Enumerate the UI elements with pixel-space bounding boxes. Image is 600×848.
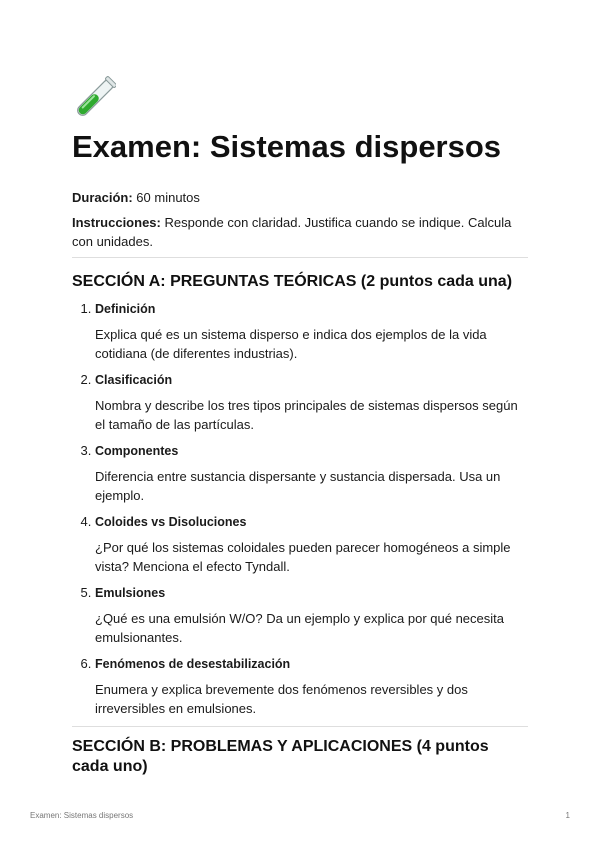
- question-title: 3. Componentes: [95, 444, 179, 458]
- question-body: ¿Por qué los sistemas coloidales pueden parecer homogéneos a simple vista? Menciona el efecto Tyndall.: [95, 540, 511, 574]
- question-body: ¿Qué es una emulsión W/O? Da un ejemplo y explica por qué necesita emulsionantes.: [95, 611, 504, 645]
- question-title: 4. Coloides vs Disoluciones: [95, 515, 247, 529]
- list-item: [95, 513, 528, 576]
- test-tube-icon: [72, 76, 116, 122]
- exam-meta: [72, 188, 528, 251]
- exam-page: [72, 76, 528, 785]
- question-title: 6. Fenómenos de desestabilización: [95, 657, 291, 671]
- instructions-line: [72, 213, 528, 251]
- footer-title: Examen: Sistemas dispersos: [30, 811, 134, 820]
- list-item: [95, 655, 528, 718]
- section-b-title: SECCIÓN B: PROBLEMAS Y APLICACIONES (4 puntos cada uno): [72, 738, 489, 775]
- list-item: [95, 300, 528, 363]
- question-title: 2. Clasificación: [95, 373, 173, 387]
- question-body: Enumera y explica brevemente dos fenómenos reversibles y dos irreversibles en emulsiones.: [95, 682, 468, 716]
- divider: [72, 726, 528, 727]
- question-body: Nombra y describe los tres tipos principales de sistemas dispersos según el tamaño de las partículas.: [95, 398, 518, 432]
- duration-line: [72, 188, 528, 207]
- instructions-label: Instrucciones:: [72, 215, 161, 230]
- question-body: Explica qué es un sistema disperso e indica dos ejemplos de la vida cotidiana (de diferentes industrias).: [95, 327, 487, 361]
- section-a-questions: [72, 300, 528, 718]
- duration-value: 60 minutos: [136, 190, 200, 205]
- page-title: Examen: Sistemas dispersos: [72, 129, 502, 164]
- question-title: 5. Emulsiones: [95, 586, 166, 600]
- section-a-title: SECCIÓN A: PREGUNTAS TEÓRICAS (2 puntos cada una): [72, 273, 513, 290]
- list-item: [95, 371, 528, 434]
- list-item: [95, 442, 528, 505]
- list-item: [95, 584, 528, 647]
- page-number: 1: [565, 811, 570, 820]
- duration-label: Duración:: [72, 190, 133, 205]
- instructions-value: Responde con claridad. Justifica cuando se indique. Calcula con unidades.: [72, 215, 512, 249]
- question-body: Diferencia entre sustancia dispersante y sustancia dispersada. Usa un ejemplo.: [95, 469, 501, 503]
- question-title: 1. Definición: [95, 302, 156, 316]
- divider: [72, 257, 528, 258]
